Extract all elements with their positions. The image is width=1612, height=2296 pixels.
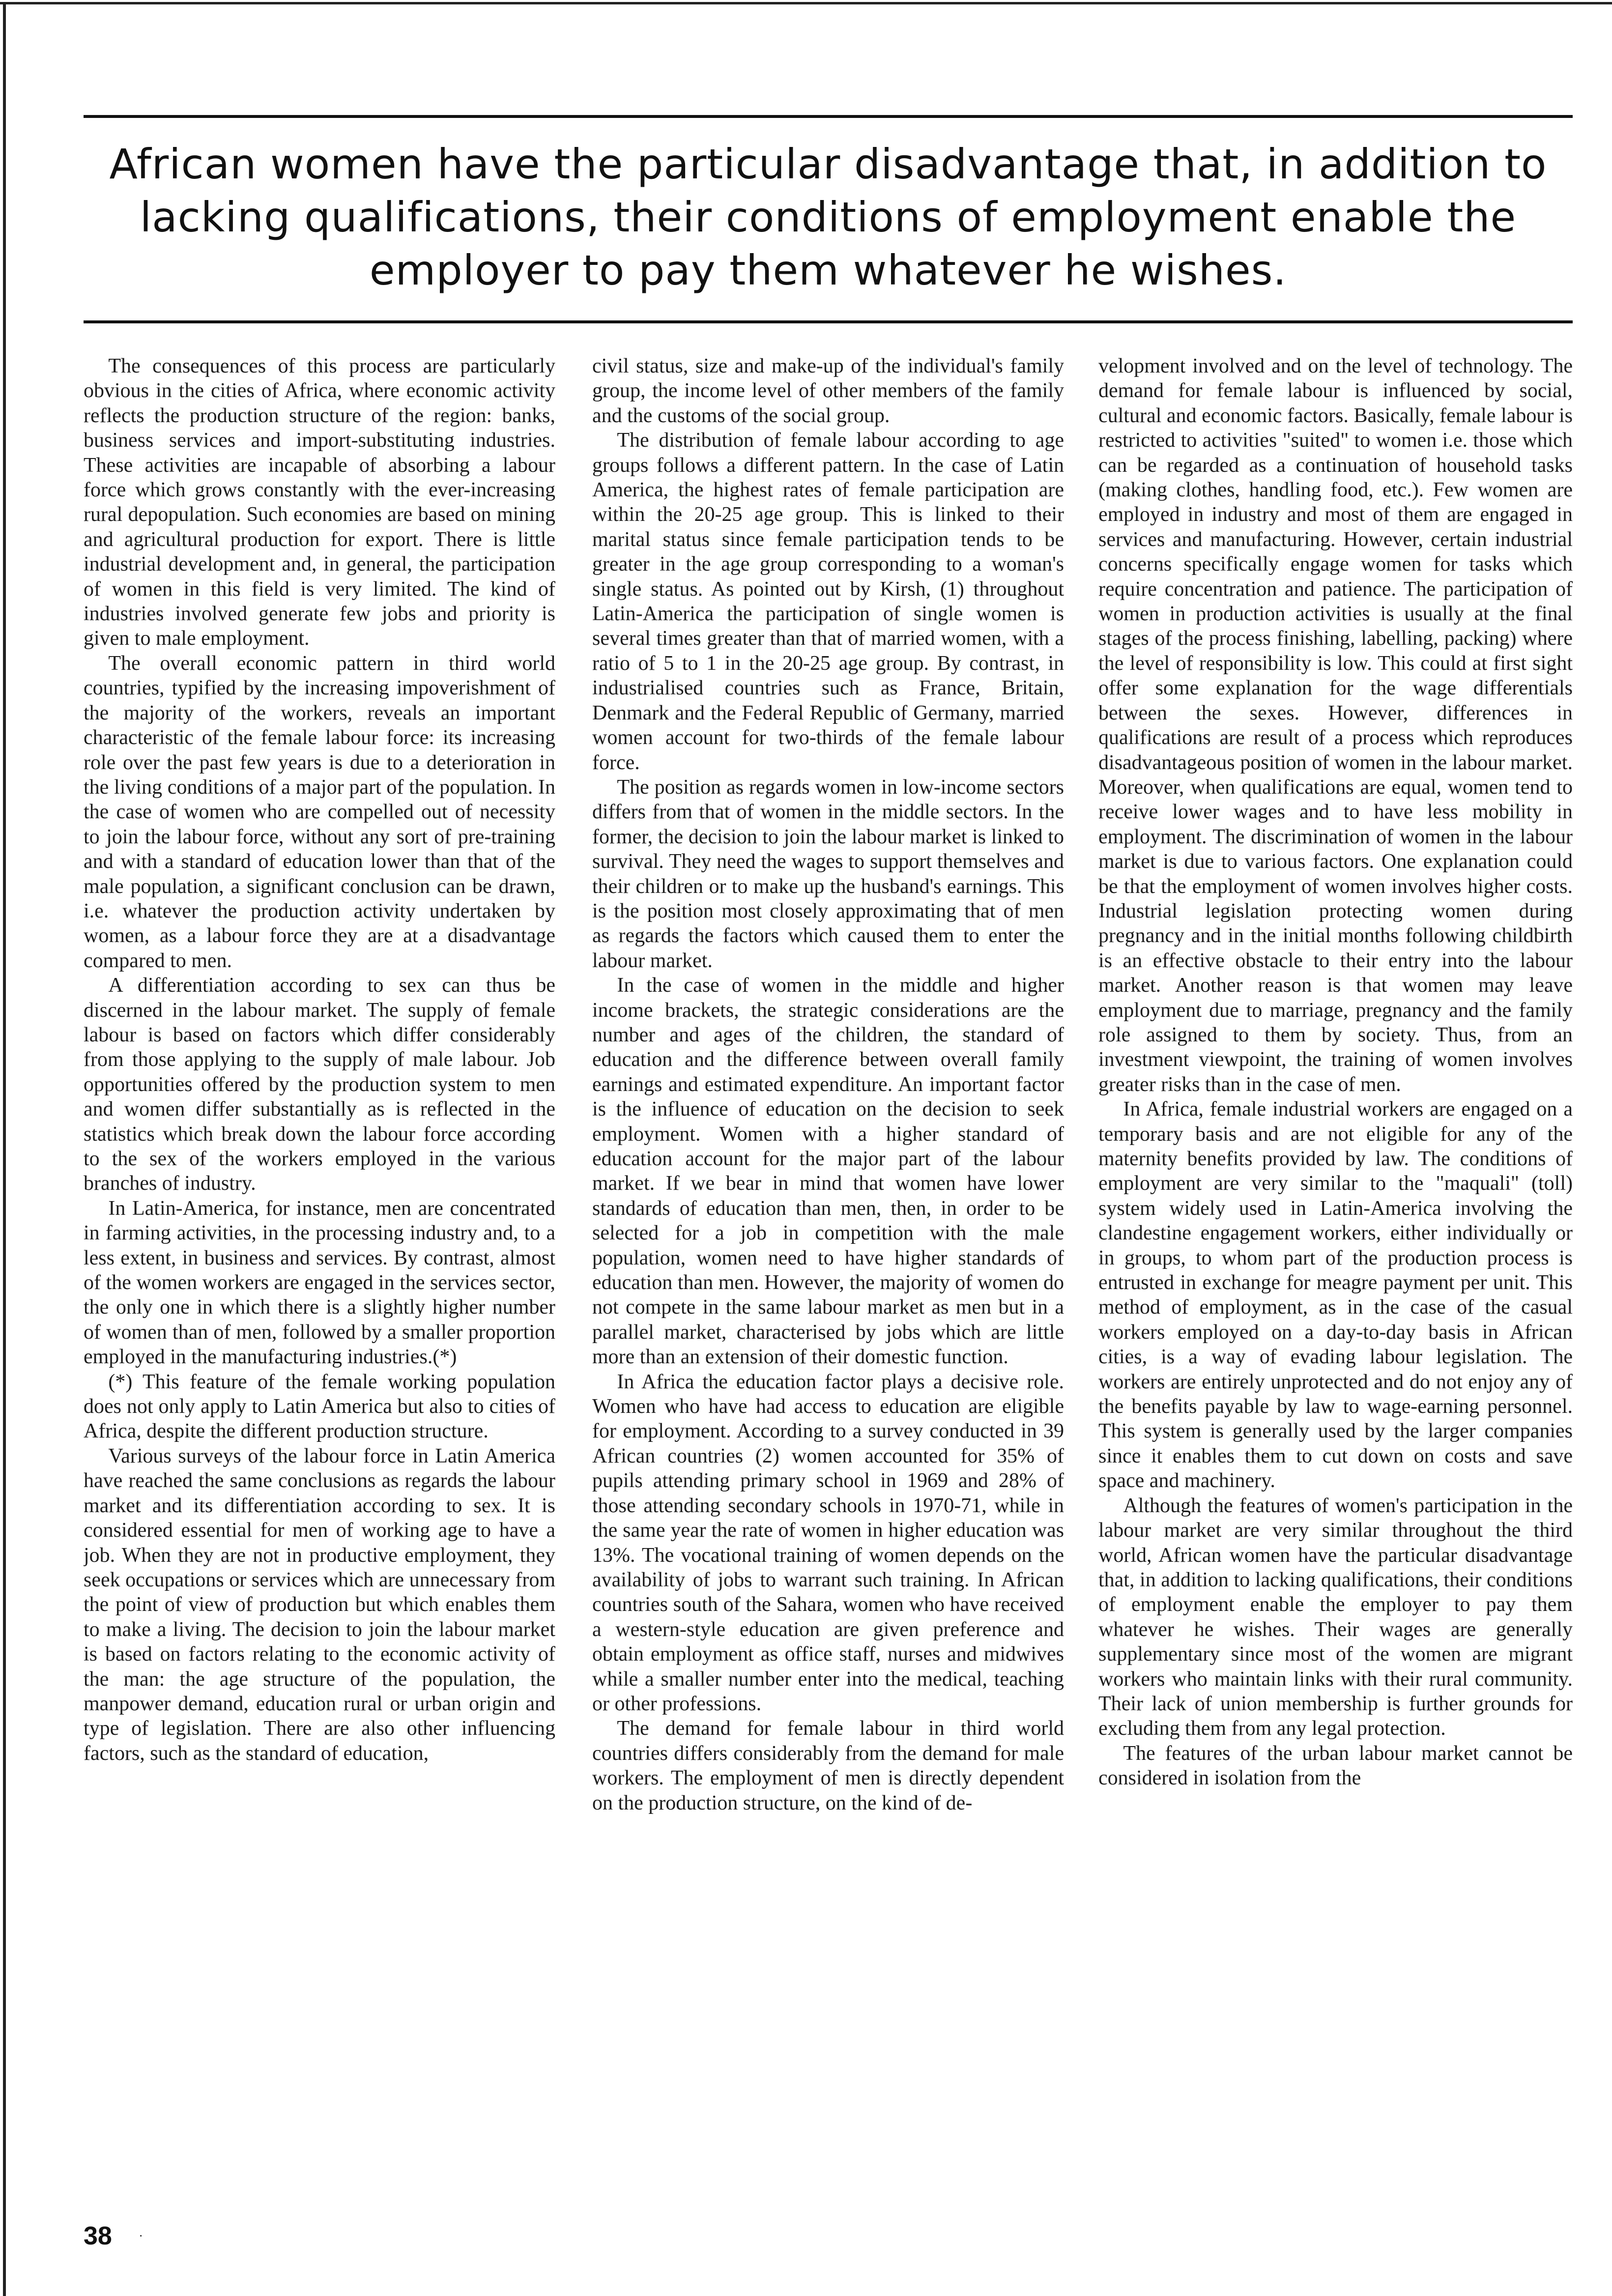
article-column-2 — [592, 354, 1064, 2177]
article-body — [84, 354, 1573, 2177]
article-column-3 — [1098, 354, 1573, 2177]
paragraph: The consequences of this process are particularly obvious in the cities of Africa, where economic activity reflects the production structure of the region: banks, business services and import-substituting industries. These activities are incapable of absorbing a labour force which grows constantly with the ever-increasing rural depopulation. Such economies are based on mining and agricultural production for export. There is little industrial development and, in general, the participation of women in this field is very limited. The kind of industries involved generate few jobs and priority is given to male employment. — [84, 355, 555, 650]
paragraph: In Africa the education factor plays a decisive role. Women who have had access to education are eligible for employment. According to a survey conducted in 39 African countries (2) women accounted for 35% of pupils attending primary school in 1969 and 28% of those attending secondary schools in 1970-71, while in the same year the rate of women in higher education was 13%. The vocational training of women depends on the availability of jobs to warrant such training. In African countries south of the Sahara, women who have received a western-style education are given preference and obtain employment as office staff, nurses and midwives while a smaller number enter into the medical, teaching or other professions. — [592, 1370, 1064, 1715]
paragraph: The position as regards women in low-income sectors differs from that of women in the middle sectors. In the former, the decision to join the labour market is linked to survival. They need the wages to support themselves and their children or to make up the husband's earnings. This is the position most closely approximating that of men as regards the factors which caused them to enter the labour market. — [592, 775, 1064, 972]
paragraph: The distribution of female labour according to age groups follows a different pattern. In the case of Latin America, the highest rates of female participation are within the 20-25 age group. This is linked to their marital status since female participation tends to be greater in the age group corresponding to a woman's single status. As pointed out by Kirsh, (1) throughout Latin-America the participation of single women is several times greater than that of married women, with a ratio of 5 to 1 in the 20-25 age group. By contrast, in industrialised countries such as France, Britain, Denmark and the Federal Republic of Germany, married women account for two-thirds of the female labour force. — [592, 429, 1064, 774]
paragraph: The features of the urban labour market cannot be considered in isolation from the — [1098, 1742, 1573, 1790]
pull-quote-bottom-rule — [84, 320, 1573, 323]
paragraph: A differentiation according to sex can thus be discerned in the labour market. The supply of female labour is based on factors which differ considerably from those applying to the supply of male labour. Job opportunities offered by the production system to men and women differ substantially as is reflected in the statistics which break down the labour force according to the sex of the workers employed in the various branches of industry. — [84, 974, 555, 1195]
paragraph-continuation: civil status, size and make-up of the individual's family group, the income level of other members of the family and the customs of the social group. — [592, 355, 1064, 427]
page-number: 38 — [84, 2222, 112, 2250]
paragraph: Although the features of women's participation in the labour market are very similar throughout the third world, African women have the particular disadvantage that, in addition to lacking qualifications, their conditions of employment enable the employer to pay them whatever he wishes. Their wages are generally supplementary since most of the women are migrant workers who maintain links with their rural community. Their lack of union membership is further grounds for excluding them from any legal protection. — [1098, 1494, 1573, 1740]
pull-quote-top-rule — [84, 115, 1573, 118]
top-border-rule — [0, 2, 1612, 4]
page-mark: · — [139, 2227, 144, 2242]
paragraph-continuation: velopment involved and on the level of technology. The demand for female labour is influenced by social, cultural and economic factors. Basically, female labour is restricted to activities "suited" to women i.e. those which can be regarded as a continuation of household tasks (making clothes, handling food, etc.). Few women are employed in industry and most of them are engaged in services and manufacturing. However, certain industrial concerns specifically engage women for tasks which require concentration and patience. The participation of women in production activities is usually at the final stages of the process finishing, labelling, packing) where the level of responsibility is low. This could at first sight offer some explanation for the wage differentials between the sexes. However, differences in qualifications are result of a process which reproduces disadvantageous position of women in the labour market. Moreover, when qualifications are equal, women tend to receive lower wages and to have less mobility in employment. The discrimination of women in the labour market is due to various factors. One explanation could be that the employment of women involves higher costs. Industrial legislation protecting women during pregnancy and in the initial months following childbirth is an effective obstacle to their entry into the labour market. Another reason is that women may leave employment due to marriage, pregnancy and the family role assigned to them by society. Thus, from an investment viewpoint, the training of women involves greater risks than in the case of men. — [1098, 355, 1573, 1096]
left-border-rule — [3, 2, 6, 2296]
article-column-1 — [84, 354, 555, 2177]
paragraph: In the case of women in the middle and higher income brackets, the strategic considerations are the number and ages of the children, the standard of education and the difference between overall family earnings and estimated expenditure. An important factor is the influence of education on the decision to seek employment. Women with a higher standard of education account for the major part of the labour market. If we bear in mind that women have lower standards of education than men, then, in order to be selected for a job in competition with the male population, women need to have higher standards of education than men. However, the majority of women do not compete in the same labour market as men but in a parallel market, characterised by jobs which are little more than an extension of their domestic function. — [592, 974, 1064, 1369]
paragraph: In Africa, female industrial workers are engaged on a temporary basis and are not eligible for any of the maternity benefits provided by law. The conditions of employment are very similar to the "maquali" (toll) system widely used in Latin-America involving the clandestine engagement workers, either individually or in groups, to whom part of the production process is entrusted in exchange for meagre payment per unit. This method of employment, as in the case of the casual workers employed on a day-to-day basis in African cities, is a way of evading labour legislation. The workers are entirely unprotected and do not enjoy any of the benefits payable by law to wage-earning personnel. This system is generally used by the larger companies since it enables them to cut down on costs and save space and machinery. — [1098, 1098, 1573, 1492]
paragraph: In Latin-America, for instance, men are concentrated in farming activities, in the processing industry and, to a less extent, in business and services. By contrast, almost of the women workers are engaged in the services sector, the only one in which there is a slightly higher number of women than of men, followed by a smaller proportion employed in the manufacturing industries.(*) — [84, 1197, 555, 1369]
paragraph: Various surveys of the labour force in Latin America have reached the same conclusions as regards the labour market and its differentiation according to sex. It is considered essential for men of working age to have a job. When they are not in productive employment, they seek occupations or services which are unnecessary from the point of view of production but which enables them to make a living. The decision to join the labour market is based on factors relating to the economic activity of the man: the age structure of the population, the manpower demand, education rural or urban origin and type of legislation. There are also other influencing factors, such as the standard of education, — [84, 1444, 555, 1765]
paragraph: The overall economic pattern in third world countries, typified by the increasing impoverishment of the majority of the workers, reveals an important characteristic of the female labour force: its increasing role over the past few years is due to a deterioration in the living conditions of a major part of the population. In the case of women who are compelled out of necessity to join the labour force, without any sort of pre-training and with a standard of education lower than that of the male population, a significant conclusion can be drawn, i.e. whatever the production activity undertaken by women, as a labour force they are at a disadvantage compared to men. — [84, 652, 555, 972]
footnote: (*) This feature of the female working population does not only apply to Latin America but also to cities of Africa, despite the different production structure. — [84, 1370, 555, 1443]
pull-quote: African women have the particular disadvantage that, in addition to lacking qualifications, their conditions of employment enable the employer to pay them whatever he wishes. — [109, 140, 1547, 294]
paragraph: The demand for female labour in third world countries differs considerably from the demand for male workers. The employment of men is directly dependent on the production structure, on the kind of de- — [592, 1717, 1064, 1814]
